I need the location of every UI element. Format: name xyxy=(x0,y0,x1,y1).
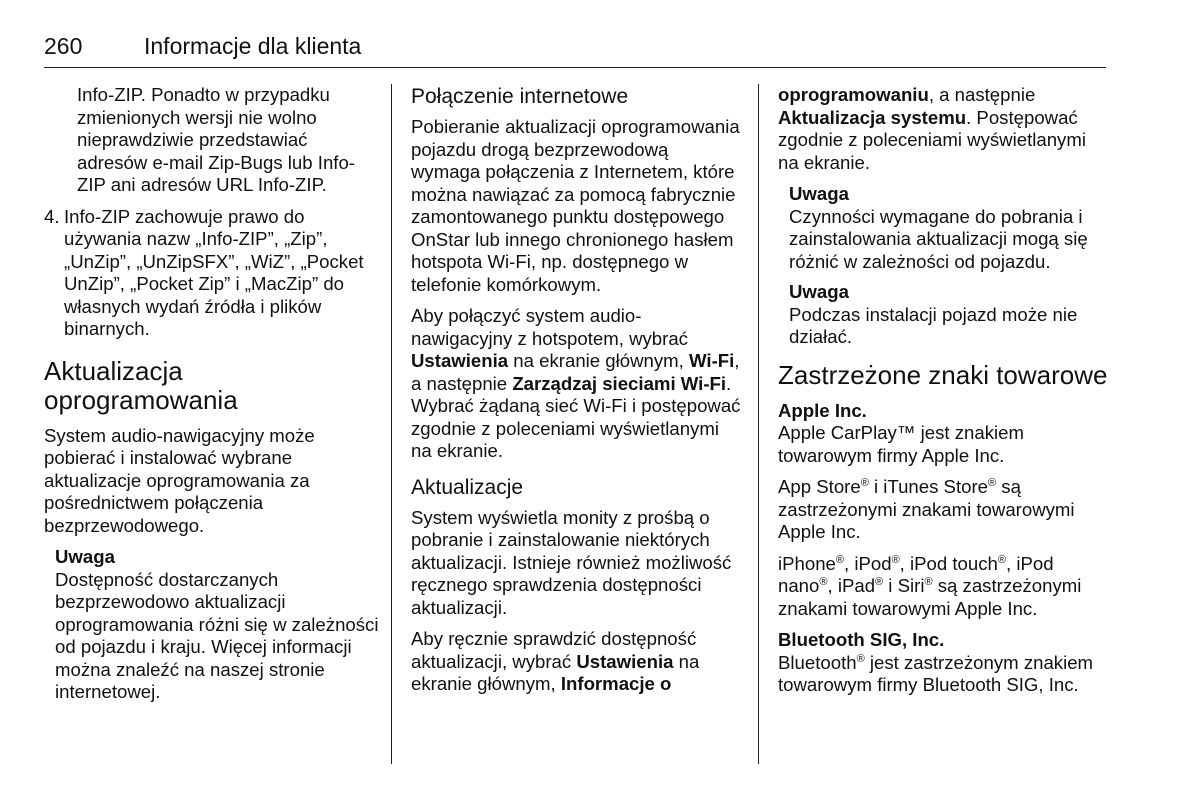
paragraph-manual-check xyxy=(411,628,741,696)
text-run: , a następnie xyxy=(411,350,740,394)
page-header xyxy=(44,33,1106,68)
page-title: Informacje dla klienta xyxy=(144,33,362,59)
list-item-text: Info-ZIP zachowuje prawo do używania nazw „Info-ZIP”, „Zip”, „UnZip”, „UnZipSFX”, „WiZ”, „Pocket UnZip”, „Pocket Zip” i „MacZip” do własnych wydań źródła i plików binarnych. xyxy=(64,205,364,339)
note-text: Podczas instalacji pojazd może nie działać. xyxy=(789,303,1078,347)
paragraph-devices xyxy=(778,553,1108,621)
registered-mark: ® xyxy=(819,576,828,588)
text-run: na ekranie głównym, xyxy=(508,350,690,371)
license-continuation: Info-ZIP. Ponadto w przypadku zmienionych wersji nie wolno nieprawdziwie przedstawiać adresów e-mail Zip-Bugs lub Info-ZIP ani adresów URL Info-ZIP. xyxy=(77,84,355,195)
registered-mark: ® xyxy=(860,477,869,489)
column-divider xyxy=(758,84,759,764)
text-run: . Postępować zgodnie z poleceniami wyświetlanymi na ekranie. xyxy=(778,106,1086,173)
paragraph-app-store xyxy=(778,476,1108,544)
text-run: Aby ręcznie sprawdzić dostępność aktualizacji, wybrać xyxy=(411,628,697,672)
text-run: , iPod xyxy=(844,552,892,574)
note-text: Dostępność dostarczanych bezprzewodowo aktualizacji oprogramowania różni się w zależności od pojazdu i kraju. Więcej informacji można znaleźć na naszej stronie internetowej. xyxy=(55,568,379,702)
list-item-number: 4. xyxy=(44,205,60,227)
menu-term-settings: Ustawienia xyxy=(576,650,674,672)
section-intro: System audio-nawigacyjny może pobierać i instalować wybrane aktualizacje oprogramowania za pośrednictwem połączenia bezprzewodowego. xyxy=(44,424,315,536)
column-3 xyxy=(778,84,1108,706)
column-2 xyxy=(411,84,741,705)
text-run: , a następnie xyxy=(928,84,1036,105)
registered-mark: ® xyxy=(988,477,997,489)
menu-term-settings: Ustawienia xyxy=(411,350,509,371)
trademark-owner-bluetooth: Bluetooth SIG, Inc. xyxy=(778,629,945,650)
text-run: , iPad xyxy=(827,575,876,596)
text-run: App Store xyxy=(778,476,861,497)
text-run: , iPod nano xyxy=(778,552,1054,596)
menu-term-wifi: Wi-Fi xyxy=(689,350,735,371)
text-run: i iTunes Store xyxy=(868,476,989,497)
note-text: Czynności wymagane do pobrania i zainstalowania aktualizacji mogą się różnić w zależności od pojazdu. xyxy=(789,205,1088,272)
text-run: są zastrzeżonymi znakami towarowymi Apple Inc. xyxy=(778,575,1082,619)
trademark-owner-apple: Apple Inc. xyxy=(778,399,867,421)
paragraph-hotspot-instructions xyxy=(411,305,741,463)
menu-term-manage-networks: Zarządzaj sieciami Wi-Fi xyxy=(512,372,727,394)
page-number: 260 xyxy=(44,33,83,59)
paragraph-system-update xyxy=(778,84,1108,174)
list-item xyxy=(44,206,379,341)
note-title: Uwaga xyxy=(55,546,115,567)
registered-mark: ® xyxy=(924,576,933,588)
registered-mark: ® xyxy=(997,553,1006,566)
registered-mark: ® xyxy=(875,576,884,588)
paragraph-bluetooth xyxy=(778,652,1108,697)
note xyxy=(789,183,1108,273)
text-run: jest zastrzeżonym znakiem towarowym firmy Bluetooth SIG, Inc. xyxy=(778,651,1094,695)
text-run: Aby połączyć system audio-nawigacyjny z hotspotem, wybrać xyxy=(411,305,688,349)
text-run: iPhone xyxy=(778,552,836,574)
menu-term-software-info: Informacje o xyxy=(560,673,672,694)
paragraph: Apple CarPlay™ jest znakiem towarowym firmy Apple Inc. xyxy=(778,422,1024,466)
registered-mark: ® xyxy=(891,553,900,566)
text-run: są zastrzeżonymi znakami towarowymi Apple Inc. xyxy=(778,476,1075,542)
text-run: Bluetooth xyxy=(778,651,857,673)
text-run: , iPod touch xyxy=(899,552,998,574)
text-run: . Wybrać żądaną sieć Wi-Fi i postępować zgodnie z poleceniami wyświetlanymi na ekranie. xyxy=(411,372,741,461)
column-1 xyxy=(44,84,379,712)
subheading-internet-connection: Połączenie internetowe xyxy=(411,85,629,108)
section-heading-trademarks: Zastrzeżone znaki towarowe xyxy=(778,359,1108,390)
column-divider xyxy=(391,84,392,764)
section-heading-software-update: Aktualizacja oprogramowania xyxy=(44,355,238,415)
note-title: Uwaga xyxy=(789,183,849,204)
menu-term-system-update: Aktualizacja systemu xyxy=(778,106,967,128)
paragraph: Pobieranie aktualizacji oprogramowania pojazdu drogą bezprzewodową wymaga połączenia z Internetem, które można nawiązać za pomocą fabrycznie zamontowanego punktu dostępowego OnStar lub innego chronionego hasłem hotspota Wi-Fi, np. dostępnego w telefonie komórkowym. xyxy=(411,116,740,295)
note xyxy=(55,546,379,704)
note-title: Uwaga xyxy=(789,281,849,302)
text-run: na ekranie głównym, xyxy=(411,650,700,694)
registered-mark: ® xyxy=(835,553,845,566)
registered-mark: ® xyxy=(856,652,865,665)
text-run: i Siri xyxy=(883,575,925,596)
menu-term-software-info-cont: oprogramowaniu xyxy=(778,84,929,105)
paragraph: System wyświetla monity z prośbą o pobranie i zainstalowanie niektórych aktualizacji. Istnieje również możliwość ręcznego sprawdzenia dostępności aktualizacji. xyxy=(411,506,732,618)
note xyxy=(789,281,1108,349)
subheading-updates: Aktualizacje xyxy=(411,475,524,499)
